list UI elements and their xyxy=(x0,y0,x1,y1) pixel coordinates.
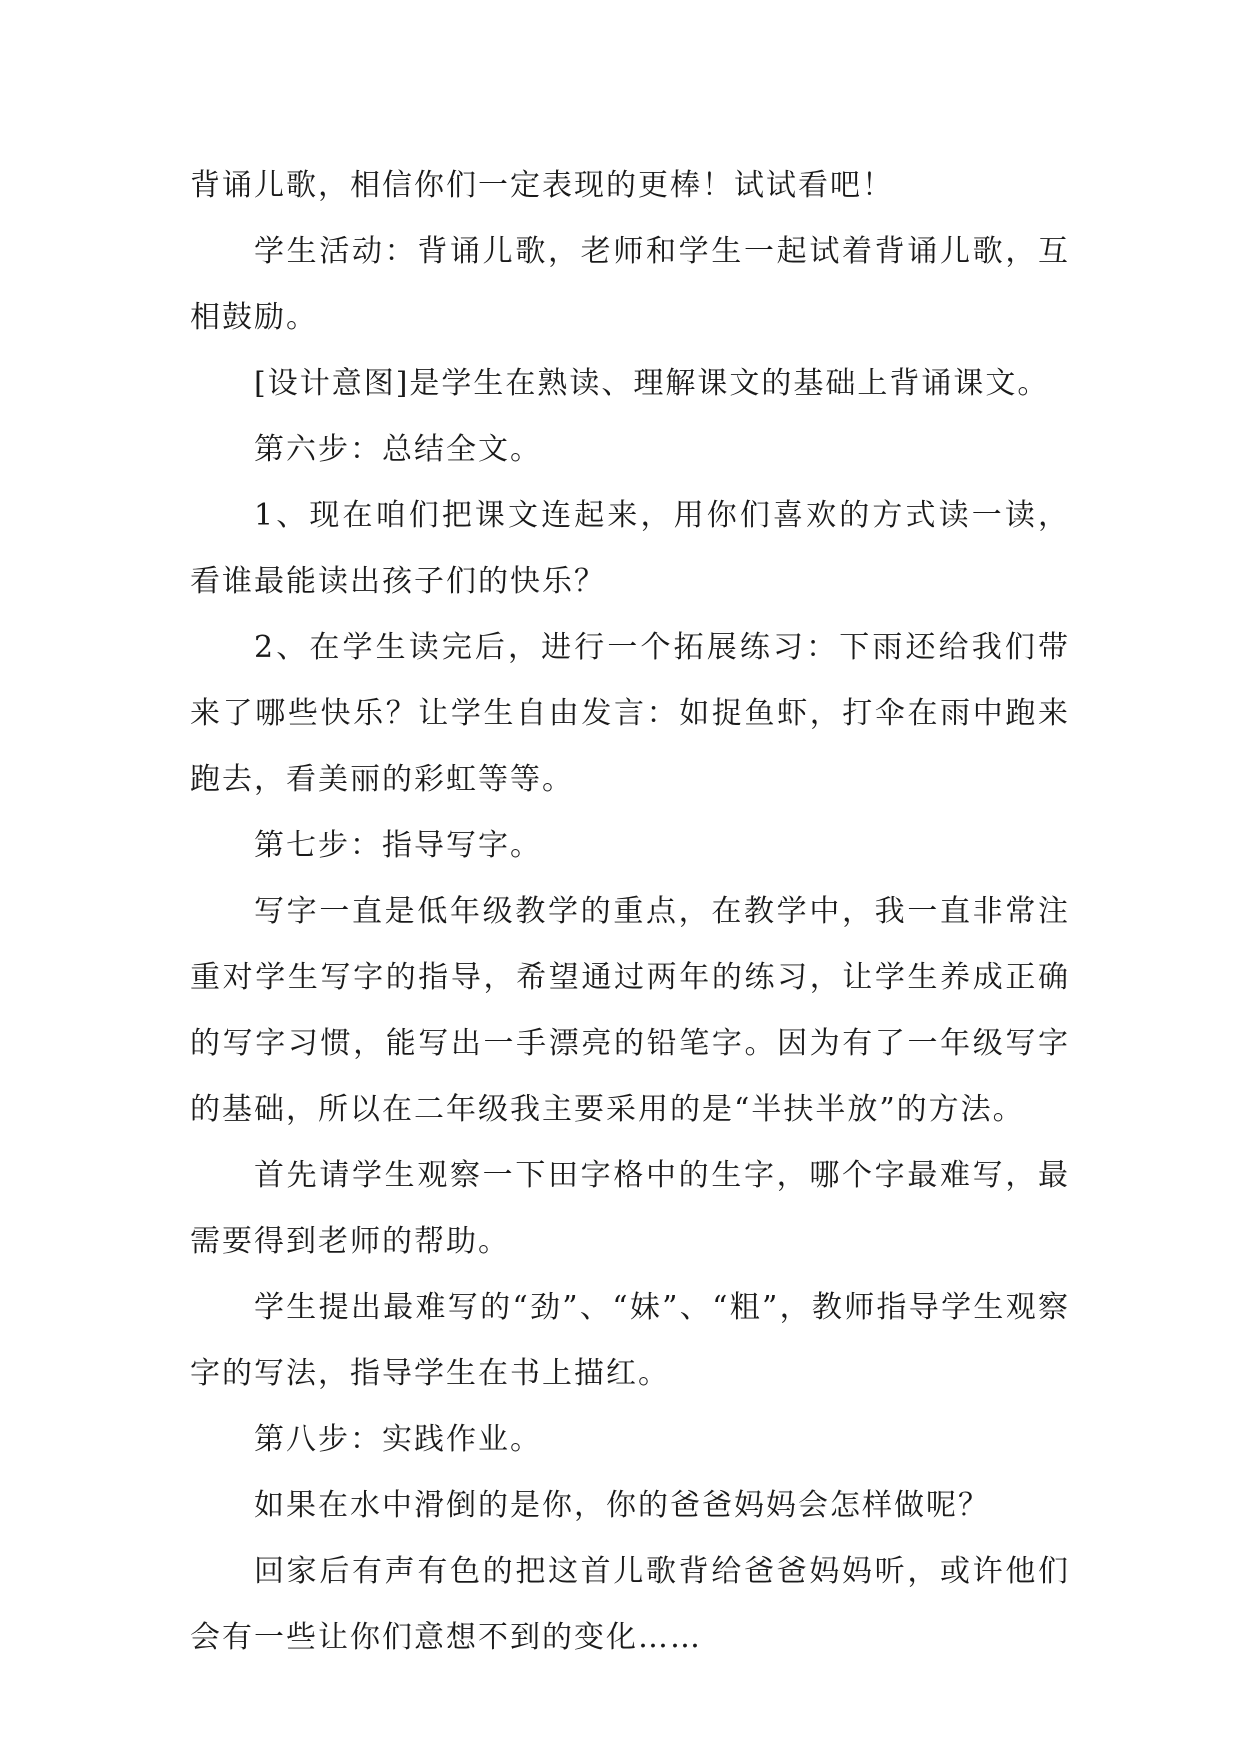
paragraph-step-six-item-1: 1、现在咱们把课文连起来，用你们喜欢的方式读一读，看谁最能读出孩子们的快乐？ xyxy=(190,498,1070,599)
heading-step-eight: 第八步：实践作业。 xyxy=(254,1422,542,1457)
paragraph-question: 如果在水中滑倒的是你，你的爸爸妈妈会怎样做呢？ xyxy=(254,1488,990,1523)
paragraph-design-intent: [设计意图]是学生在熟读、理解课文的基础上背诵课文。 xyxy=(254,366,1050,401)
paragraph-observe-characters: 首先请学生观察一下田字格中的生字，哪个字最难写，最需要得到老师的帮助。 xyxy=(190,1158,1070,1259)
paragraph-continuation: 背诵儿歌，相信你们一定表现的更棒！试试看吧！ xyxy=(190,168,894,203)
paragraph-homework: 回家后有声有色的把这首儿歌背给爸爸妈妈听，或许他们会有一些让你们意想不到的变化…… xyxy=(190,1554,1070,1655)
paragraph-step-six-item-2: 2、在学生读完后，进行一个拓展练习：下雨还给我们带来了哪些快乐？让学生自由发言：如捉鱼虾，打伞在雨中跑来跑去，看美丽的彩虹等等。 xyxy=(190,630,1070,797)
heading-step-seven: 第七步：指导写字。 xyxy=(254,828,542,863)
paragraph-student-activity: 学生活动：背诵儿歌，老师和学生一起试着背诵儿歌，互相鼓励。 xyxy=(190,234,1070,335)
paragraph-hard-characters: 学生提出最难写的“劲”、“妹”、“粗”，教师指导学生观察字的写法，指导学生在书上描红。 xyxy=(190,1290,1070,1391)
paragraph-writing-focus: 写字一直是低年级教学的重点，在教学中，我一直非常注重对学生写字的指导，希望通过两年的练习，让学生养成正确的写字习惯，能写出一手漂亮的铅笔字。因为有了一年级写字的基础，所以在二年级我主要采用的是“半扶半放”的方法。 xyxy=(190,894,1070,1127)
heading-step-six: 第六步：总结全文。 xyxy=(254,432,542,467)
document-body xyxy=(190,153,1070,1671)
